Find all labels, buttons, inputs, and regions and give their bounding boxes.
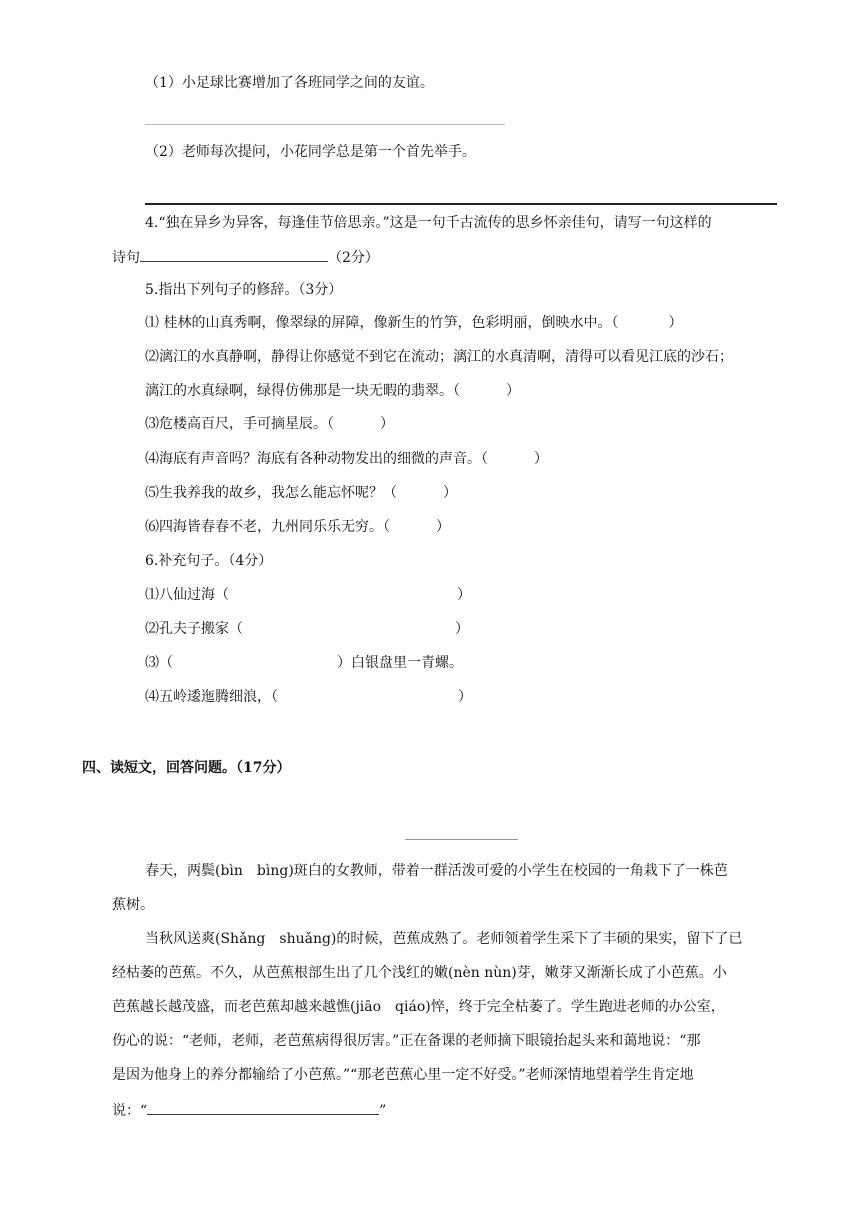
q6-item-4 xyxy=(145,687,472,707)
q6-item-3-tail: ）白银盘里一青螺。 xyxy=(337,655,463,671)
passage-answer-blank[interactable] xyxy=(147,1099,379,1115)
passage-title-blank[interactable] xyxy=(405,839,518,840)
q5-item-5-text: ⑸生我养我的故乡，我怎么能忘怀呢？（ xyxy=(145,485,397,501)
q6-item-1-text: ⑴八仙过海（ xyxy=(145,587,229,603)
q6-item-4-text: ⑷五岭逶迤腾细浪，（ xyxy=(145,689,278,705)
q4-answer-blank[interactable] xyxy=(140,246,328,262)
q3-sentence-2: （2）老师每次提问，小花同学总是第一个首先举手。 xyxy=(145,144,476,160)
passage-p2-line-1: 当秋风送爽(Shǎng shuǎng)的时候，芭蕉成熟了。老师领着学生采下了丰硕的果实，留下了已 xyxy=(145,931,743,947)
q5-item-1 xyxy=(145,313,682,333)
section-4-heading: 四、读短文，回答问题。（17分） xyxy=(82,760,291,776)
q4-line-1: 4.“独在异乡为异客，每逢佳节倍思亲。”这是一句千古流传的思乡怀亲佳句，请写一句这样的 xyxy=(145,215,712,231)
q5-title: 5.指出下列句子的修辞。（3分） xyxy=(145,282,343,298)
passage-p2-line-4: 伤心的说：“老师，老师，老芭蕉病得很厉害。”正在备课的老师摘下眼镜抬起头来和蔼地说：“那 xyxy=(112,1033,701,1049)
q4-suffix: （2分） xyxy=(328,250,379,266)
q6-item-1-close: ） xyxy=(457,587,471,603)
q6-item-3 xyxy=(145,653,463,673)
q6-title: 6.补充句子。（4分） xyxy=(145,553,273,569)
q3-answer-line-2[interactable] xyxy=(145,203,777,205)
q5-item-1-close: ） xyxy=(668,315,683,331)
q5-item-3-close: ） xyxy=(380,416,394,432)
q5-item-6 xyxy=(145,517,450,537)
passage-p2-line-6 xyxy=(112,1099,386,1121)
q5-item-2-text: 漓江的水真绿啊，绿得仿佛那是一块无暇的翡翠。（ xyxy=(145,383,460,399)
q4-line-2 xyxy=(112,246,379,268)
q6-item-1 xyxy=(145,585,471,605)
q5-item-2-close: ） xyxy=(506,383,520,399)
q5-item-3 xyxy=(145,414,394,434)
q3-sentence-1: （1）小足球比赛增加了各班同学之间的友谊。 xyxy=(145,75,434,91)
q5-item-1-text: ⑴ 桂林的山真秀啊，像翠绿的屏障，像新生的竹笋，色彩明丽，倒映水中。（ xyxy=(145,315,619,331)
q5-item-4-text: ⑷海底有声音吗？海底有各种动物发出的细微的声音。（ xyxy=(145,451,488,467)
q6-item-2-text: ⑵孔夫子搬家（ xyxy=(145,621,243,637)
q5-item-4 xyxy=(145,449,548,469)
passage-p2-line-5: 是因为他身上的养分都输给了小芭蕉。”“那老芭蕉心里一定不好受。”老师深情地望着学生肯定地 xyxy=(112,1067,694,1083)
q5-item-2-line-1: ⑵漓江的水真静啊，静得让你感觉不到它在流动；漓江的水真清啊，清得可以看见江底的沙石； xyxy=(145,349,733,365)
passage-answer-suffix: ” xyxy=(379,1103,387,1119)
q5-item-5 xyxy=(145,483,457,503)
q6-item-4-close: ） xyxy=(458,689,472,705)
passage-p1-line-2: 蕉树。 xyxy=(112,897,154,913)
q5-item-6-close: ） xyxy=(436,519,450,535)
q5-item-4-close: ） xyxy=(534,451,548,467)
q6-item-2-close: ） xyxy=(455,621,469,637)
q4-prefix: 诗句 xyxy=(112,250,140,266)
passage-p2-line-2: 经枯萎的芭蕉。不久，从芭蕉根部生出了几个浅红的嫩(nèn nùn)芽，嫩芽又渐渐长成了小芭蕉。小 xyxy=(112,965,727,981)
passage-p1-line-1: 春天，两鬓(bìn bìng)斑白的女教师，带着一群活泼可爱的小学生在校园的一角栽下了一株芭 xyxy=(145,863,728,879)
q5-item-2-line-2 xyxy=(145,381,520,401)
q5-item-3-text: ⑶危楼高百尺，手可摘星辰。（ xyxy=(145,416,334,432)
passage-p2-line-3: 芭蕉越长越茂盛，而老芭蕉却越来越憔(jiāo qiáo)悴，终于完全枯萎了。学生跑进老师的办公室， xyxy=(112,999,725,1015)
q6-item-3-text: ⑶（ xyxy=(145,655,173,671)
q5-item-6-text: ⑹四海皆春春不老，九州同乐乐无穷。（ xyxy=(145,519,390,535)
q6-item-2 xyxy=(145,619,469,639)
q3-answer-line-1[interactable] xyxy=(145,124,505,125)
q5-item-5-close: ） xyxy=(443,485,457,501)
passage-answer-prefix: 说：“ xyxy=(112,1103,148,1119)
